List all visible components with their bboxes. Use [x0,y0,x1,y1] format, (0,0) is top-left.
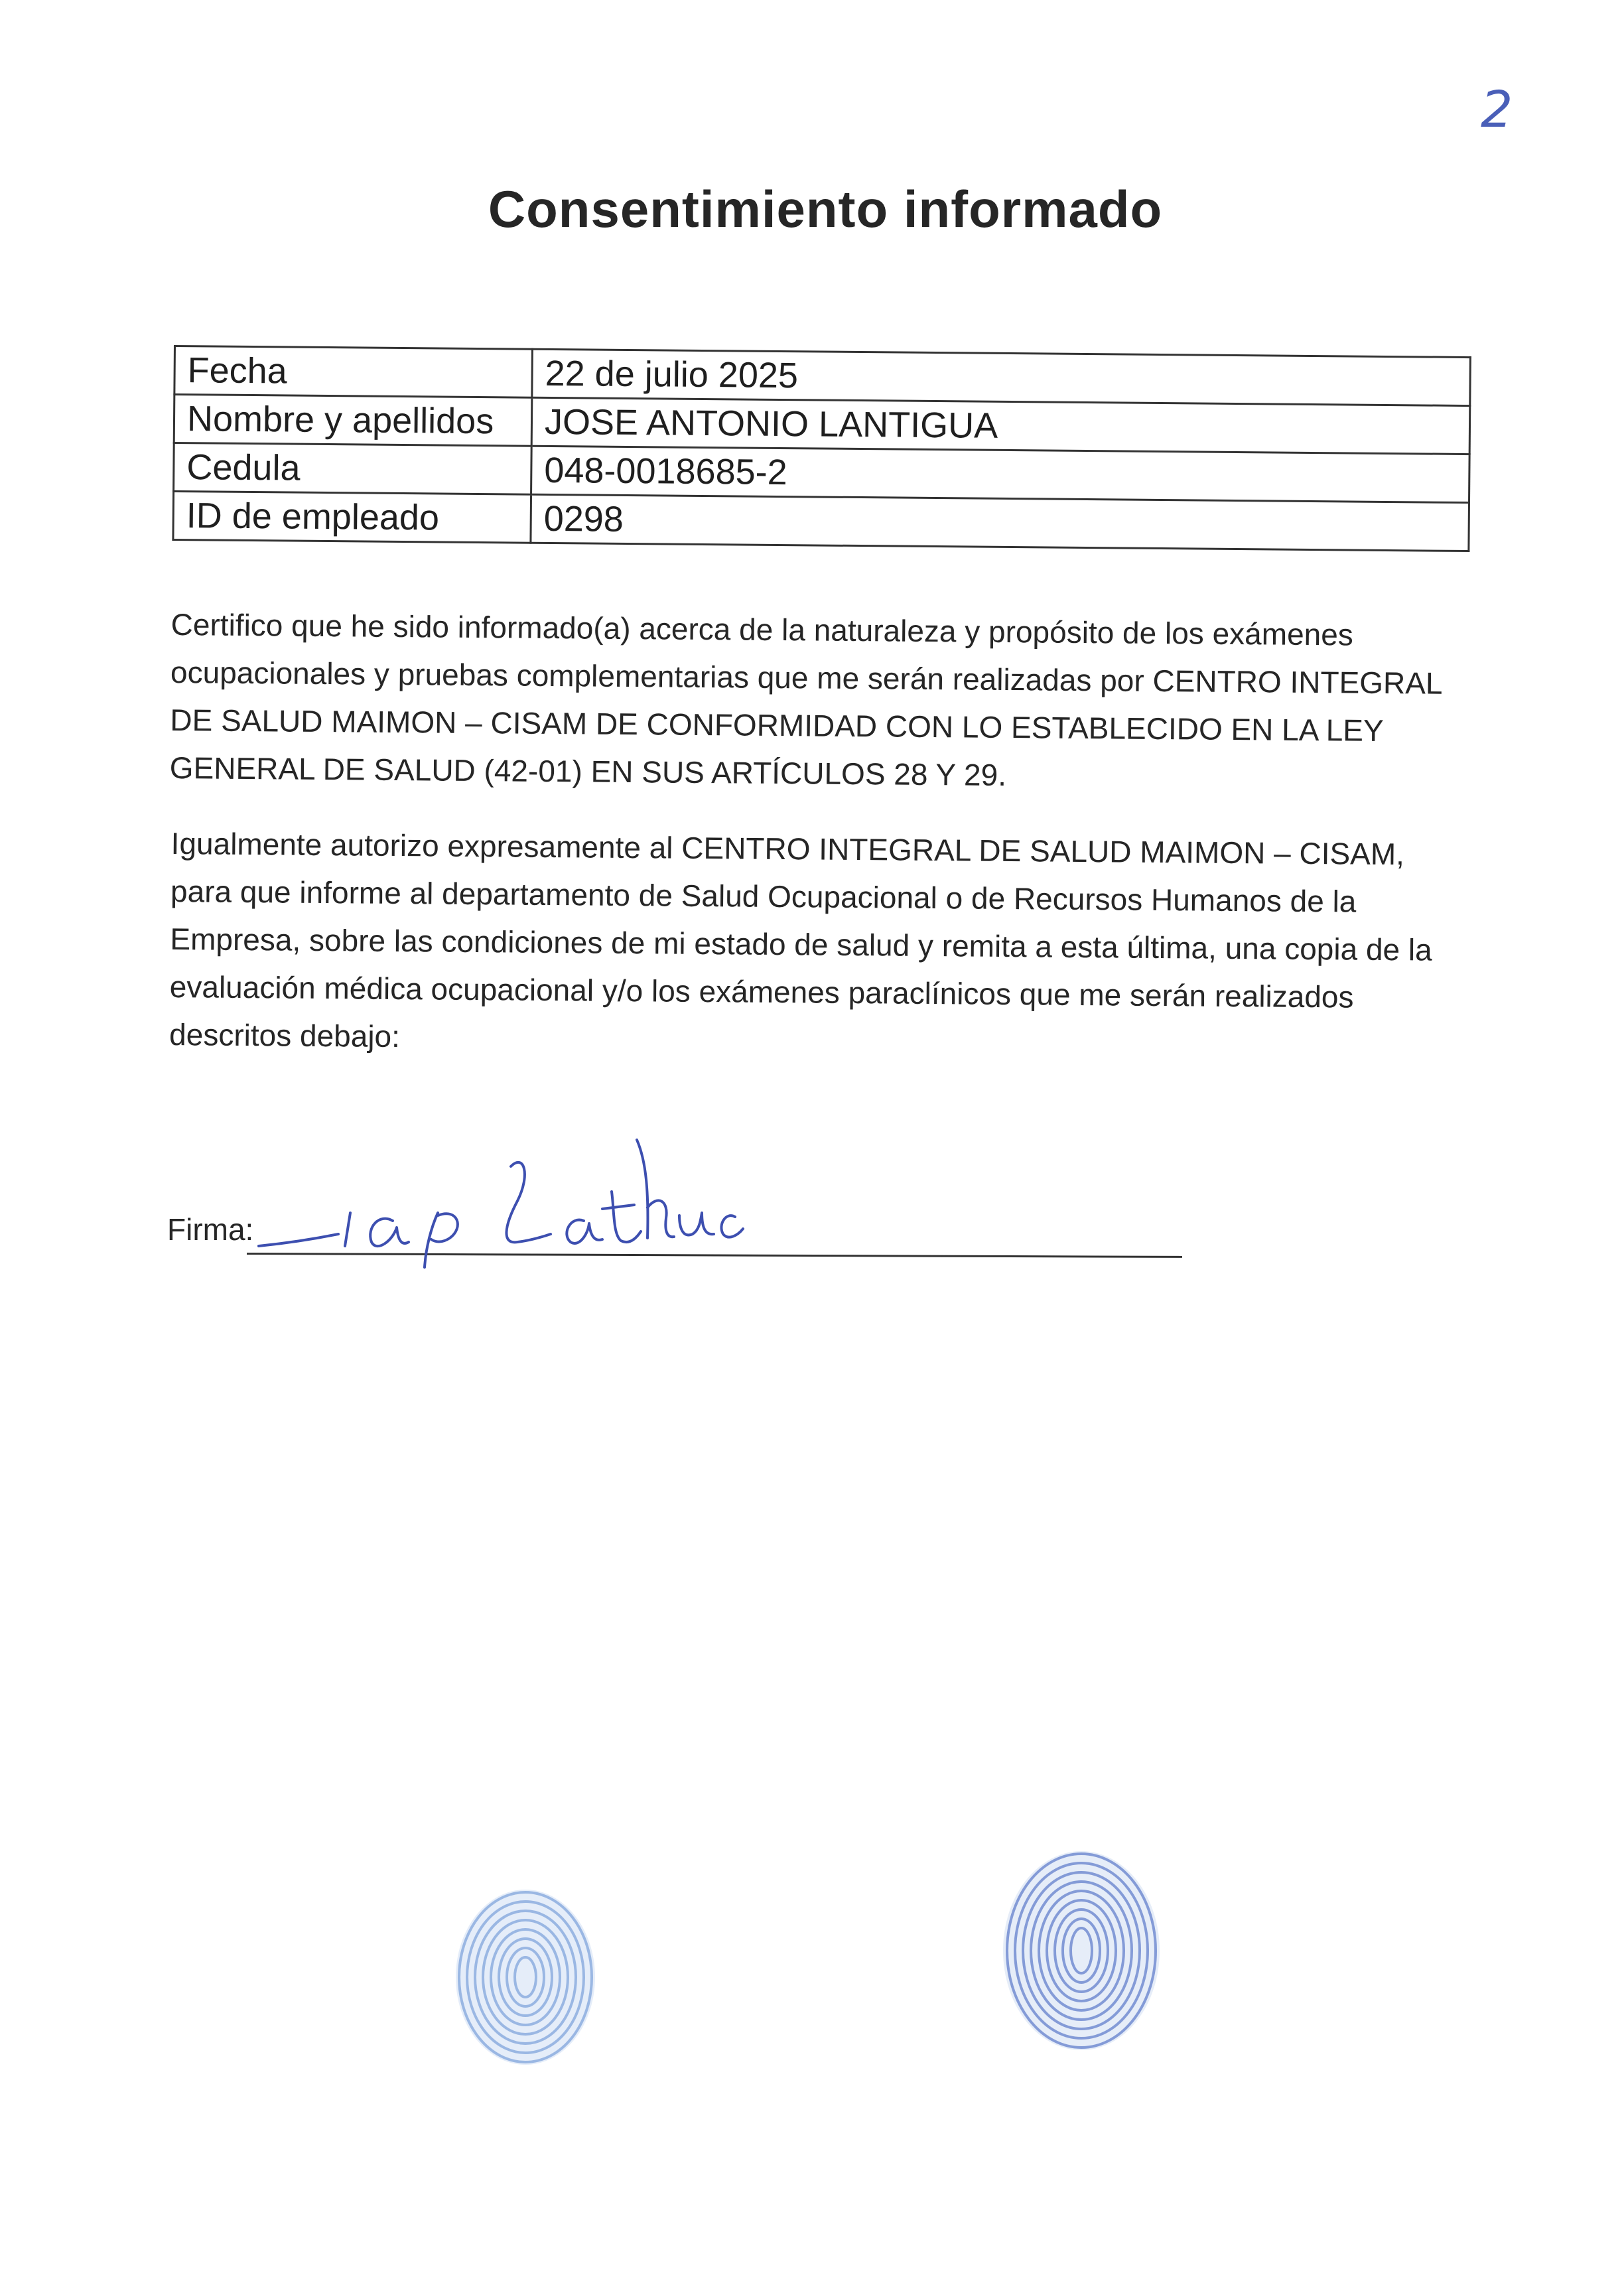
left-fingerprint-icon [451,1884,604,2077]
cedula-label: Cedula [174,443,532,495]
nombre-label: Nombre y apellidos [174,395,532,447]
fecha-label: Fecha [174,346,533,398]
authorization-paragraph: Igualmente autorizo expresamente al CENTRO INTEGRAL DE SALUD MAIMON – CISAM, para que informe al departamento de Salud Ocupacional o de Recursos Humanos de la Empresa, sobre las condiciones de mi estado de salud y remita a esta última, una copia de la evaluación médica ocupacional y/o los exámenes paraclínicos que me serán realizados descritos debajo: [169,825,1432,1054]
page-number: 2 [1481,80,1513,139]
employee-info-table [172,345,1471,552]
employee-id-value: 0298 [531,494,1469,551]
handwritten-signature [239,1128,783,1281]
nombre-value: JOSE ANTONIO LANTIGUA [531,397,1470,454]
employee-id-label: ID de empleado [173,492,531,543]
certification-paragraph: Certifico que he sido informado(a) acerca de la naturaleza y propósito de los exámenes ocupacionales y pruebas complementarias que me serán realizadas por CENTRO INTEGRAL DE SALUD MAIMON – CISAM DE CONFORMIDAD CON LO ESTABLECIDO EN LA LEY GENERAL DE SALUD (42-01) EN SUS ARTÍCULOS 28 Y 29. [169,606,1442,792]
table-row [173,492,1469,551]
right-fingerprint-icon [995,1844,1168,2057]
signature-label: Firma: [167,1212,254,1247]
cedula-value: 048-0018685-2 [531,446,1470,502]
document-title: Consentimiento informado [488,180,1163,238]
fecha-value: 22 de julio 2025 [532,349,1471,405]
